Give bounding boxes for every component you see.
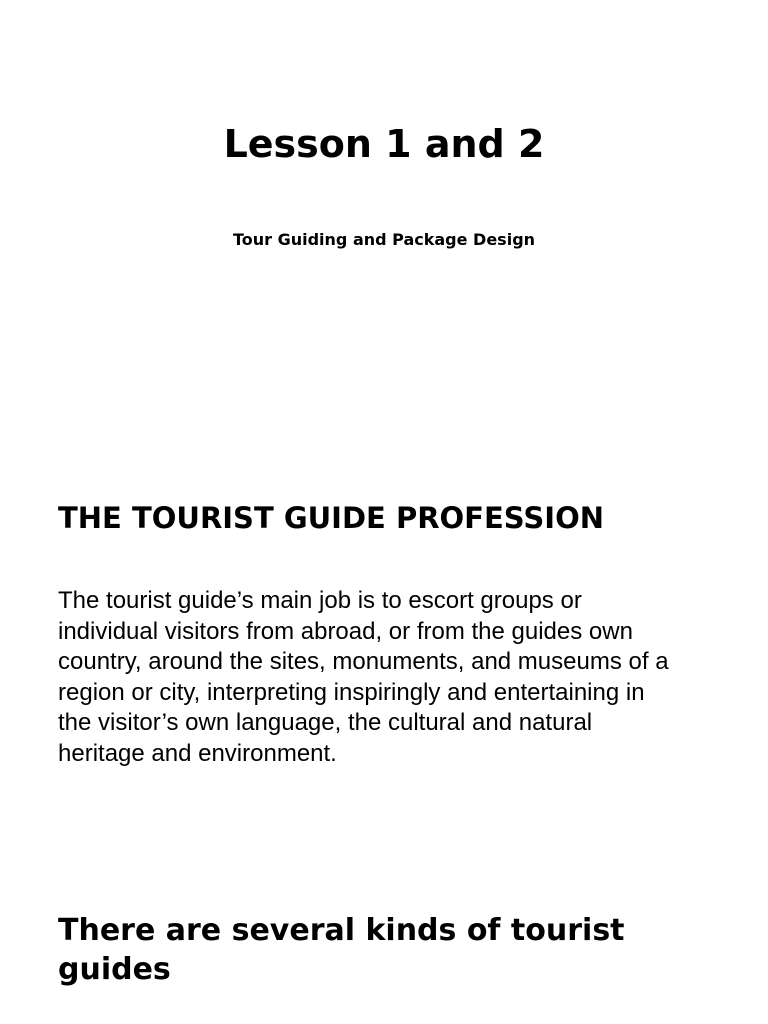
paragraph-line: region or city, interpreting inspiringly and entertaining in [58, 678, 645, 706]
paragraph-line: heritage and environment. [58, 739, 337, 767]
heading-line: There are several kinds of tourist [58, 913, 625, 948]
section-heading-kinds-of-guides [58, 911, 748, 989]
heading-line: guides [58, 952, 171, 987]
paragraph-line: the visitor’s own language, the cultural and natural [58, 709, 593, 736]
profession-description [58, 586, 748, 769]
lesson-title: Lesson 1 and 2 [223, 122, 545, 166]
section-heading-tourist-guide-profession: THE TOURIST GUIDE PROFESSION [58, 501, 604, 535]
paragraph-line: individual visitors from abroad, or from the guides own [58, 617, 633, 645]
paragraph-line: The tourist guide’s main job is to escort groups or [58, 587, 582, 614]
course-subtitle: Tour Guiding and Package Design [232, 230, 536, 249]
paragraph-line: country, around the sites, monuments, and museums of a [58, 648, 669, 675]
